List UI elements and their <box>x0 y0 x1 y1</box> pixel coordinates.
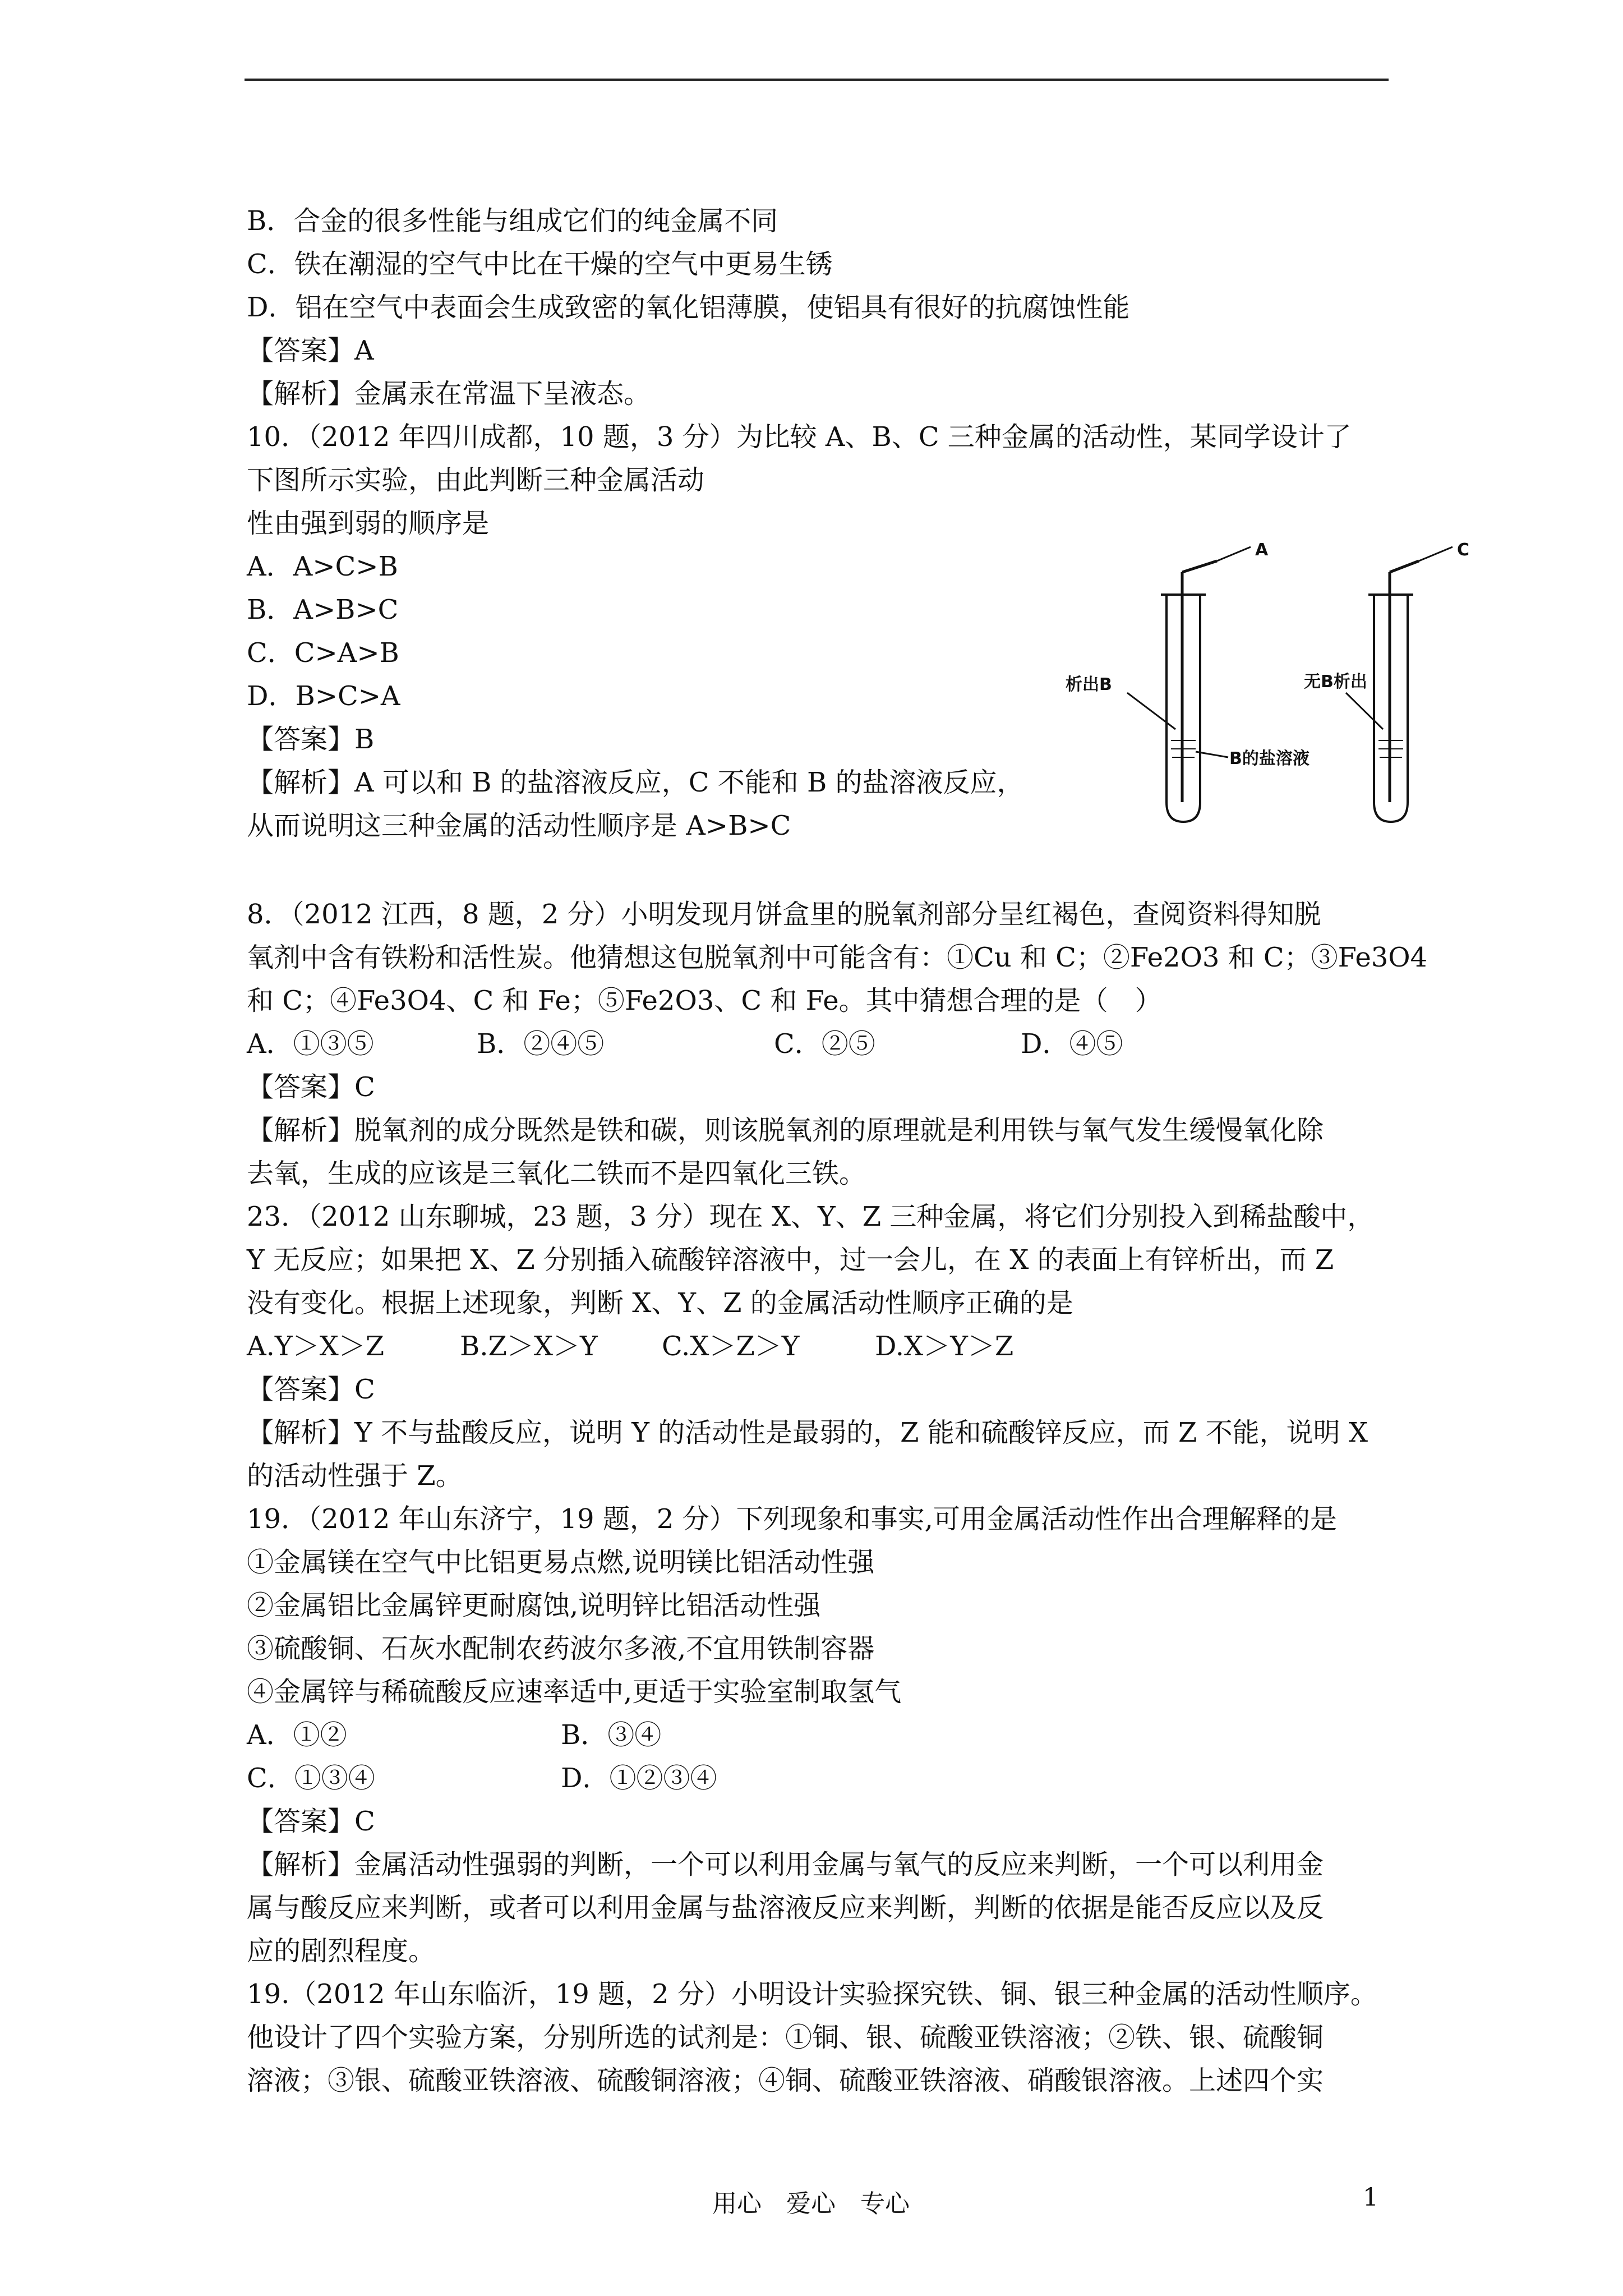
q23-analysis-line2: 的活动性强于 Z。 <box>247 1460 463 1492</box>
metal-strip-c <box>1390 561 1419 802</box>
q23-stem-line1: 23．（2012 山东聊城，23 题，3 分）现在 X、Y、Z 三种金属，将它们分别投入到稀盐酸中， <box>247 1201 1375 1232</box>
q10-stem-line3: 性由强到弱的顺序是 <box>247 508 490 539</box>
q8-option-c: C．②⑤ <box>774 1028 875 1060</box>
q9-option-c: C．铁在潮湿的空气中比在干燥的空气中更易生锈 <box>247 249 833 280</box>
q19a-item1: ①金属镁在空气中比铝更易点燃,说明镁比铝活动性强 <box>247 1547 875 1578</box>
q19a-option-b: B．③④ <box>561 1719 662 1751</box>
q19b-stem-line1: 19.（2012 年山东临沂，19 题，2 分）小明设计实验探究铁、铜、银三种金属的活动性顺序。 <box>247 1978 1377 2010</box>
q10-analysis-line2: 从而说明这三种金属的活动性顺序是 A>B>C <box>247 810 791 841</box>
q23-option-a: A.Y＞X＞Z <box>247 1331 385 1362</box>
test-tube-figure <box>1049 539 1486 836</box>
q19a-item4: ④金属锌与稀硫酸反应速率适中,更适于实验室制取氢气 <box>247 1676 902 1708</box>
q19a-item3: ③硫酸铜、石灰水配制农药波尔多液,不宜用铁制容器 <box>247 1633 875 1664</box>
q8-answer: 【答案】C <box>247 1071 375 1103</box>
q8-analysis-line2: 去氧，生成的应该是三氧化二铁而不是四氧化三铁。 <box>247 1158 866 1189</box>
page-number: 1 <box>1363 2183 1378 2212</box>
q8-stem-line1: 8．（2012 江西，8 题，2 分）小明发现月饼盒里的脱氧剂部分呈红褐色，查阅资料得知脱 <box>247 899 1321 930</box>
q23-analysis-line1: 【解析】Y 不与盐酸反应，说明 Y 的活动性是最弱的，Z 能和硫酸锌反应，而 Z 不能，说明 X <box>247 1417 1368 1448</box>
q23-option-c: C.X＞Z＞Y <box>662 1331 800 1362</box>
q10-analysis-line1: 【解析】A 可以和 B 的盐溶液反应，C 不能和 B 的盐溶液反应， <box>247 767 1024 798</box>
figure-label-right: 无B析出 <box>1304 672 1367 692</box>
q23-stem-line2: Y 无反应；如果把 X、Z 分别插入硫酸锌溶液中，过一会儿，在 X 的表面上有锌析出，而 Z <box>247 1244 1334 1276</box>
q9-answer: 【答案】A <box>247 335 374 366</box>
q10-option-c: C．C>A>B <box>247 637 399 669</box>
q19a-stem: 19．（2012 年山东济宁，19 题，2 分）下列现象和事实,可用金属活动性作出合理解释的是 <box>247 1503 1337 1535</box>
q8-stem-line3: 和 C；④Fe3O4、C 和 Fe；⑤Fe2O3、C 和 Fe。其中猜想合理的是（ ） <box>247 985 1162 1016</box>
q10-option-a: A．A>C>B <box>247 551 398 582</box>
figure-label-left: 析出B <box>1066 675 1112 694</box>
figure-label-c: C <box>1457 540 1470 560</box>
q19a-analysis-line3: 应的剧烈程度。 <box>247 1935 436 1967</box>
figure-label-mid: B的盐溶液 <box>1229 749 1310 769</box>
leader-a <box>1217 547 1251 561</box>
q8-analysis-line1: 【解析】脱氧剂的成分既然是铁和碳，则该脱氧剂的原理就是利用铁与氧气发生缓慢氧化除 <box>247 1115 1324 1146</box>
q10-answer: 【答案】B <box>247 724 375 755</box>
leader-right <box>1346 693 1383 729</box>
q19a-option-a: A．①② <box>247 1719 347 1751</box>
footer-motto: 用心 爱心 专心 <box>712 2189 910 2218</box>
q10-stem-line1: 10．（2012 年四川成都，10 题，3 分）为比较 A、B、C 三种金属的活动性，某同学设计了 <box>247 421 1352 453</box>
leader-c <box>1419 547 1453 561</box>
q23-stem-line3: 没有变化。根据上述现象，判断 X、Y、Z 的金属活动性顺序正确的是 <box>247 1287 1073 1319</box>
q19a-answer: 【答案】C <box>247 1806 375 1837</box>
q23-option-d: D.X＞Y＞Z <box>875 1331 1014 1362</box>
q23-option-b: B.Z＞X＞Y <box>460 1331 598 1362</box>
q8-option-d: D．④⑤ <box>1021 1028 1123 1060</box>
q8-stem-line2: 氧剂中含有铁粉和活性炭。他猜想这包脱氧剂中可能含有：①Cu 和 C；②Fe2O3 和 C；③Fe3O4 <box>247 942 1428 973</box>
figure-label-a: A <box>1255 540 1269 560</box>
q9-option-d: D．铝在空气中表面会生成致密的氧化铝薄膜，使铝具有很好的抗腐蚀性能 <box>247 292 1130 323</box>
q10-option-b: B．A>B>C <box>247 594 399 625</box>
q23-answer: 【答案】C <box>247 1374 375 1405</box>
q8-option-b: B．②④⑤ <box>477 1028 605 1060</box>
q19a-analysis-line2: 属与酸反应来判断，或者可以利用金属与盐溶液反应来判断，判断的依据是能否反应以及反 <box>247 1892 1324 1924</box>
q19a-item2: ②金属铝比金属锌更耐腐蚀,说明锌比铝活动性强 <box>247 1590 821 1621</box>
q19a-analysis-line1: 【解析】金属活动性强弱的判断，一个可以利用金属与氧气的反应来判断，一个可以利用金 <box>247 1849 1324 1880</box>
q8-option-a: A．①③⑤ <box>247 1028 374 1060</box>
q9-analysis: 【解析】金属汞在常温下呈液态。 <box>247 378 651 409</box>
q9-option-b: B．合金的很多性能与组成它们的纯金属不同 <box>247 205 778 237</box>
header-rule <box>245 79 1389 81</box>
leader-left <box>1127 693 1175 729</box>
q10-stem-line2: 下图所示实验，由此判断三种金属活动 <box>247 464 705 496</box>
q10-option-d: D．B>C>A <box>247 680 400 712</box>
q19b-stem-line3: 溶液；③银、硫酸亚铁溶液、硫酸铜溶液；④铜、硫酸亚铁溶液、硝酸银溶液。上述四个实 <box>247 2065 1324 2096</box>
q19a-option-c: C．①③④ <box>247 1763 375 1794</box>
q19b-stem-line2: 他设计了四个实验方案，分别所选的试剂是：①铜、银、硫酸亚铁溶液；②铁、银、硫酸铜 <box>247 2022 1324 2053</box>
q19a-option-d: D．①②③④ <box>561 1763 717 1794</box>
